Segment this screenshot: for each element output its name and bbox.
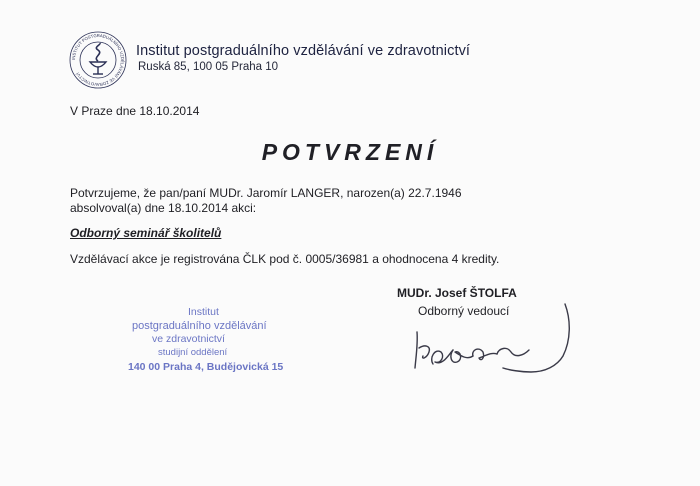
svg-text:INSTITUT POSTGRADUÁLNÍHO VZDĚL xyxy=(71,33,125,87)
registration-line: Vzdělávací akce je registrována ČLK pod č. 0005/36981 a ohodnocena 4 kredity. xyxy=(70,252,500,266)
event-name: Odborný seminář školitelů xyxy=(70,226,222,240)
stamp-line-3: ve zdravotnictví xyxy=(152,333,225,345)
institute-address: Ruská 85, 100 05 Praha 10 xyxy=(138,61,279,73)
institute-logo xyxy=(68,30,128,90)
logo-ring-text: INSTITUT POSTGRADUÁLNÍHO VZDĚLÁVÁNÍ VE ZDRAVOTNICTVÍ xyxy=(70,32,126,88)
document-title: POTVRZENÍ xyxy=(261,139,439,165)
stamp-line-1: Institut xyxy=(188,306,219,318)
stamp-line-4: studijní oddělení xyxy=(158,347,228,358)
date-line: V Praze dne 18.10.2014 xyxy=(70,104,200,118)
stamp-line-5: 140 00 Praha 4, Budějovická 15 xyxy=(128,361,284,373)
signatory-role: Odborný vedoucí xyxy=(418,304,510,318)
stamp-line-2: postgraduálního vzdělávání xyxy=(132,320,267,332)
confirmation-line-1: Potvrzujeme, že pan/paní MUDr. Jaromír LANGER, narozen(a) 22.7.1946 xyxy=(70,186,462,200)
institute-name: Institut postgraduálního vzdělávání ve zdravotnictví xyxy=(136,43,471,59)
confirmation-line-2: absolvoval(a) dne 18.10.2014 akci: xyxy=(70,201,257,215)
handwritten-signature xyxy=(405,300,585,380)
signatory-name: MUDr. Josef ŠTOLFA xyxy=(397,286,517,300)
